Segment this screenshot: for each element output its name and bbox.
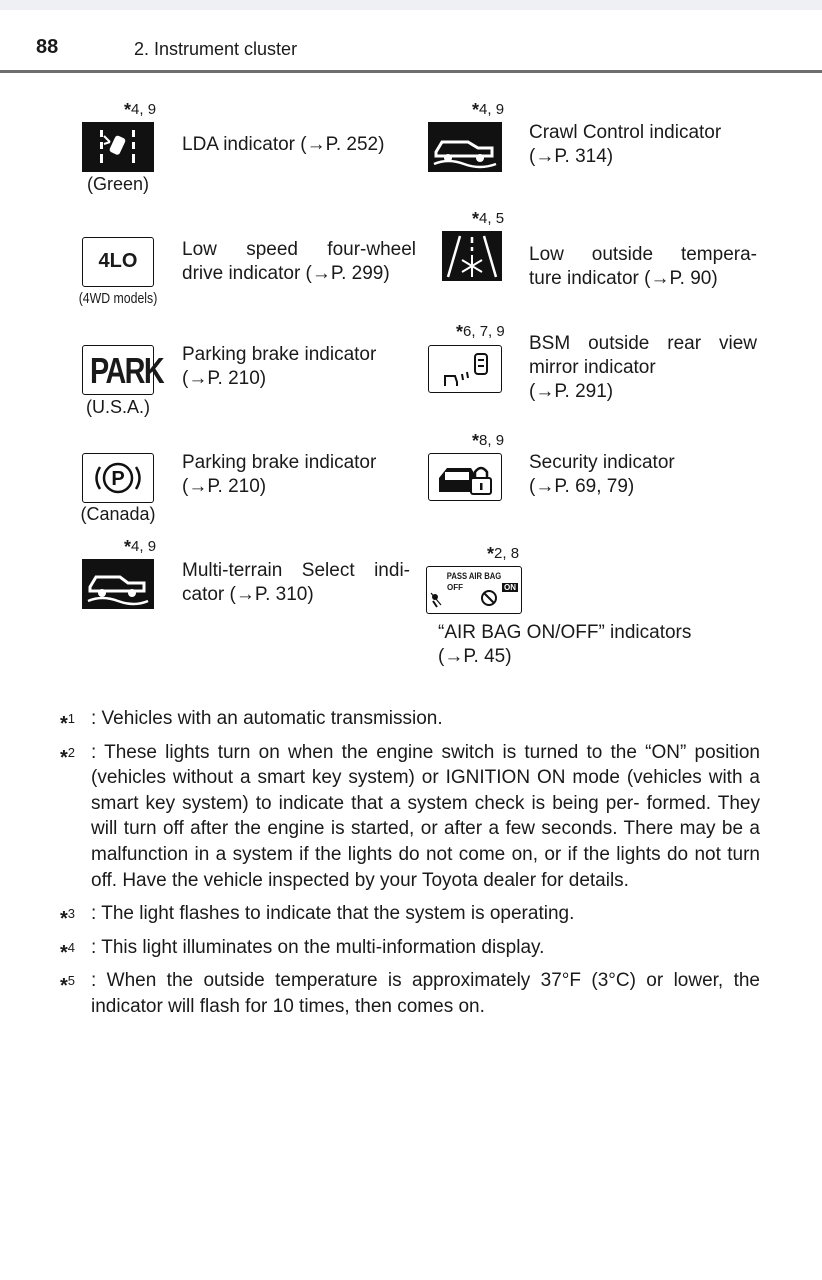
footnote-3: *$^3$ : The light flashes to indicate that the system is operating.: [60, 903, 575, 931]
footnote-1: *$^1$ : Vehicles with an automatic transmission.: [60, 708, 443, 735]
crawl-note: *4, 9: [472, 100, 505, 120]
bsm-note: *6, 7, 9: [456, 322, 505, 342]
bsm-mirror-icon: [428, 345, 502, 393]
header-rule: [0, 70, 822, 73]
mts-description-line-2: cator (→P. 310): [182, 584, 314, 605]
parking-brake-letter: P: [111, 468, 125, 490]
mts-note: *4, 9: [124, 537, 157, 557]
airbag-description: “AIR BAG ON/OFF” indicators (→P. 45): [438, 622, 692, 667]
lda-note: *4, 9: [124, 100, 157, 120]
airbag-note: *2, 8: [487, 544, 520, 564]
footnote-5: *$^5$ : When the outside temperature is approximately 37°F (3°C) or lower, the indicator will flash for 10 times, then comes on.: [60, 970, 760, 1017]
footnote-2: *$^2$ : These lights turn on when the engine switch is turned to the “ON” position (vehicles without a smart key system) or IGNITION ON mode (vehicles with a smart key system) to indicate that a system check is being per- formed. They will turn off after the engine is started, or after a few seconds. There may be a malfunction in a system if the lights do not come on, or if the lights do not turn off. Have the vehicle inspected by your Toyota dealer for details.: [60, 741, 760, 891]
security-note: *8, 9: [472, 431, 505, 451]
chapter-title: 2. Instrument cluster: [134, 39, 298, 59]
four-lo-description-line-2: drive indicator (→P. 299): [182, 263, 390, 284]
outside-temp-note: *4, 5: [472, 209, 505, 229]
parking-brake-circle-icon: [82, 453, 154, 503]
top-band: [0, 0, 822, 10]
park-usa-description: Parking brake indicator (→P. 210): [182, 344, 377, 389]
multi-terrain-icon: [82, 559, 154, 609]
outside-temp-description-line-2: ture indicator (→P. 90): [529, 268, 718, 289]
lda-description: LDA indicator (→P. 252): [182, 134, 385, 155]
security-car-lock-icon: [428, 453, 502, 501]
park-canada-description: Parking brake indicator (→P. 210): [182, 452, 377, 497]
airbag-icon-on: ON: [504, 583, 516, 592]
park-usa-caption: (U.S.A.): [85, 397, 150, 417]
bsm-description-line-1: BSM outside rear view: [529, 333, 757, 354]
mts-description-line-1: Multi-terrain Select indi-: [182, 560, 410, 581]
lane-departure-alert-icon: [82, 122, 154, 172]
park-canada-caption: (Canada): [80, 504, 156, 524]
page-header: [0, 30, 822, 74]
crawl-description: Crawl Control indicator (→P. 314): [529, 122, 722, 167]
four-lo-icon: 4LO: [82, 237, 154, 287]
footnote-4: *$^4$ : This light illuminates on the multi-information display.: [60, 936, 545, 964]
airbag-icon-off: OFF: [447, 583, 463, 592]
bsm-description-line-2: mirror indicator (→P. 291): [529, 357, 656, 402]
page-number: 88: [36, 36, 59, 58]
snowflake-road-icon: [442, 231, 502, 281]
park-icon: PARK: [82, 345, 154, 395]
four-lo-caption: (4WD models): [78, 290, 158, 307]
passenger-airbag-icon: [426, 566, 522, 614]
crawl-control-icon: [428, 122, 502, 172]
outside-temp-description-line-1: Low outside tempera-: [529, 244, 757, 265]
security-description: Security indicator (→P. 69, 79): [529, 452, 675, 497]
footnotes: [60, 706, 760, 1028]
airbag-icon-label: PASS AIR BAG: [446, 571, 502, 581]
four-lo-description-line-1: Low speed four-wheel: [182, 239, 416, 260]
lda-caption: (Green): [86, 174, 149, 194]
